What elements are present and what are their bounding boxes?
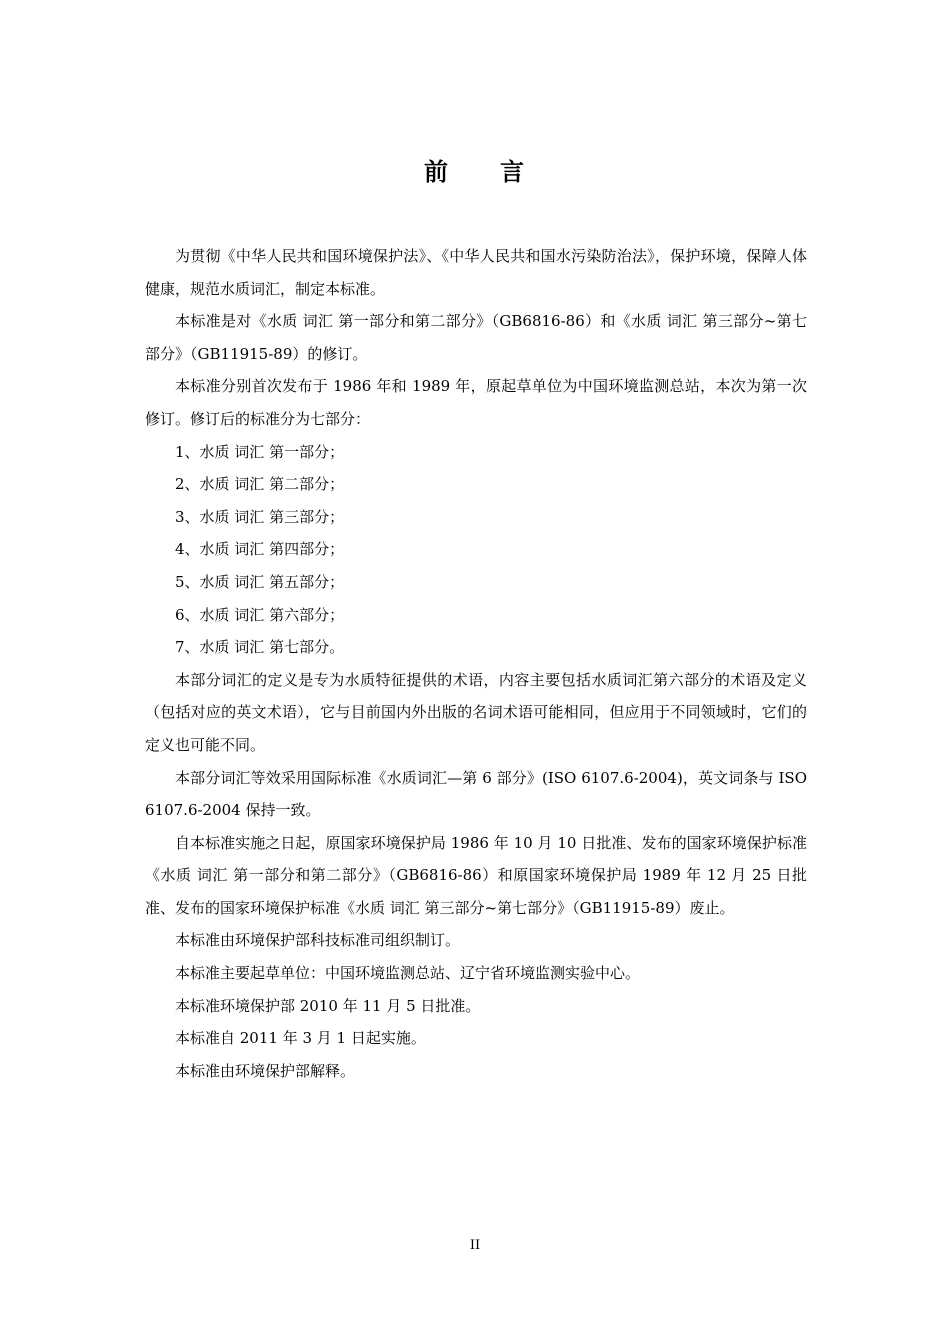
title-char-1: 前 xyxy=(424,158,450,186)
list-item-part-7: 7、水质 词汇 第七部分。 xyxy=(175,638,345,657)
list-item-part-2: 2、水质 词汇 第二部分； xyxy=(175,475,345,494)
page-number: II xyxy=(469,1238,481,1253)
paragraph-approval-date: 本标准环境保护部 2010 年 11 月 5 日批准。 xyxy=(175,996,481,1015)
paragraph-purpose: 为贯彻《中华人民共和国环境保护法》、《中华人民共和国水污染防治法》，保护环境，保障人体健康，规范水质词汇，制定本标准。 xyxy=(145,247,807,298)
list-item-part-3: 3、水质 词汇 第三部分； xyxy=(175,507,345,526)
paragraph-effective-date: 本标准自 2011 年 3 月 1 日起实施。 xyxy=(175,1029,426,1048)
paragraph-interpretation: 本标准由环境保护部解释。 xyxy=(175,1061,356,1080)
list-item-part-5: 5、水质 词汇 第五部分； xyxy=(175,572,345,591)
page-title xyxy=(0,152,950,187)
list-item-part-4: 4、水质 词汇 第四部分； xyxy=(175,540,345,559)
paragraph-definitions: 本部分词汇的定义是专为水质特征提供的术语，内容主要包括水质词汇第六部分的术语及定义（包括对应的英文术语），它与目前国内外出版的名词术语可能相同，但应用于不同领域时，它们的定义也可能不同。 xyxy=(145,670,807,754)
list-item-part-1: 1、水质 词汇 第一部分； xyxy=(175,442,345,461)
paragraph-history: 本标准分别首次发布于 1986 年和 1989 年，原起草单位为中国环境监测总站，本次为第一次修订。修订后的标准分为七部分： xyxy=(145,377,807,428)
paragraph-iso-equivalence: 本部分词汇等效采用国际标准《水质词汇—第 6 部分》(ISO 6107.6-2004)，英文词条与 ISO 6107.6-2004 保持一致。 xyxy=(145,768,807,820)
paragraph-organizer: 本标准由环境保护部科技标准司组织制订。 xyxy=(175,931,461,950)
paragraph-supersedes: 自本标准实施之日起，原国家环境保护局 1986 年 10 月 10 日批准、发布的国家环境保护标准《水质 词汇 第一部分和第二部分》（GB6816-86）和原国家环境保护局 1989 年 12 月 25 日批准、发布的国家环境保护标准《水质 词汇 第三部分~第七部分》（GB11915-89）废止。 xyxy=(145,833,807,917)
title-char-2: 言 xyxy=(500,158,526,186)
paragraph-drafting-units: 本标准主要起草单位：中国环境监测总站、辽宁省环境监测实验中心。 xyxy=(175,964,641,983)
document-body xyxy=(145,240,807,1087)
paragraph-revision: 本标准是对《水质 词汇 第一部分和第二部分》（GB6816-86）和《水质 词汇 第三部分~第七部分》（GB11915-89）的修订。 xyxy=(145,312,807,363)
list-item-part-6: 6、水质 词汇 第六部分； xyxy=(175,605,345,624)
